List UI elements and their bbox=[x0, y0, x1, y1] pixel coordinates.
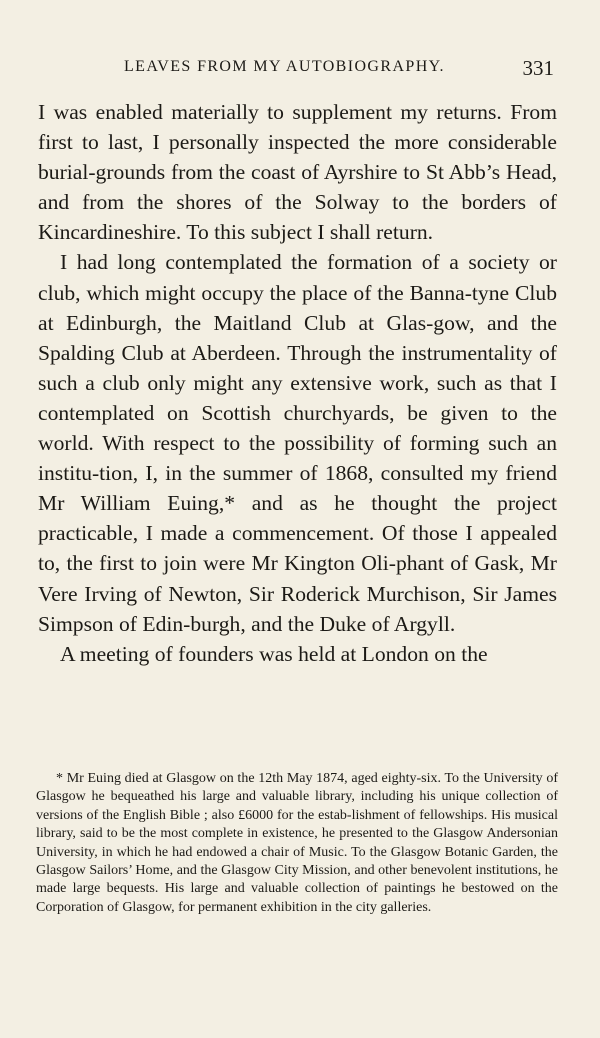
page-number: 331 bbox=[522, 56, 554, 80]
paragraph-1: I was enabled materially to supplement my returns. From first to last, I personally inspected the more considerable burial-grounds from the coast of Ayrshire to St Abb’s Head, and from the shores of the Solway to the borders of Kincardineshire. To this subject I shall return. bbox=[38, 100, 557, 245]
running-head: LEAVES FROM MY AUTOBIOGRAPHY. bbox=[124, 58, 445, 75]
body-text bbox=[38, 97, 557, 669]
paragraph-3: A meeting of founders was held at London on the bbox=[60, 641, 488, 666]
footnote-text: * Mr Euing died at Glasgow on the 12th May 1874, aged eighty-six. To the University of Glasgow he bequeathed his large and valuable library, including his unique collection of versions of the English Bible ; also £6000 for the estab-lishment of fellowships. His musical library, said to be the most complete in existence, he presented to the Glasgow Andersonian University, in which he had endowed a chair of Music. To the Glasgow Botanic Garden, the Glasgow Sailors’ Home, and the Glasgow City Mission, and other benevolent institutions, he made large bequests. His large and valuable collection of paintings he bestowed on the Corporation of Glasgow, for permanent exhibition in the city galleries. bbox=[36, 771, 558, 915]
paragraph-2: I had long contemplated the formation of a society or club, which might occupy the place of the Banna-tyne Club at Edinburgh, the Maitland Club at Glas-gow, and the Spalding Club at Aberdeen. Through the instrumentality of such a club only might any extensive work, such as that I contemplated on Scottish churchyards, be given to the world. With respect to the possibility of forming such an institu-tion, I, in the summer of 1868, consulted my friend Mr William Euing,* and as he thought the project practicable, I made a commencement. Of those I appealed to, the first to join were Mr Kington Oli-phant of Gask, Mr Vere Irving of Newton, Sir Roderick Murchison, Sir James Simpson of Edin-burgh, and the Duke of Argyll. bbox=[38, 250, 557, 636]
footnote bbox=[36, 770, 558, 917]
page-header bbox=[38, 56, 560, 86]
